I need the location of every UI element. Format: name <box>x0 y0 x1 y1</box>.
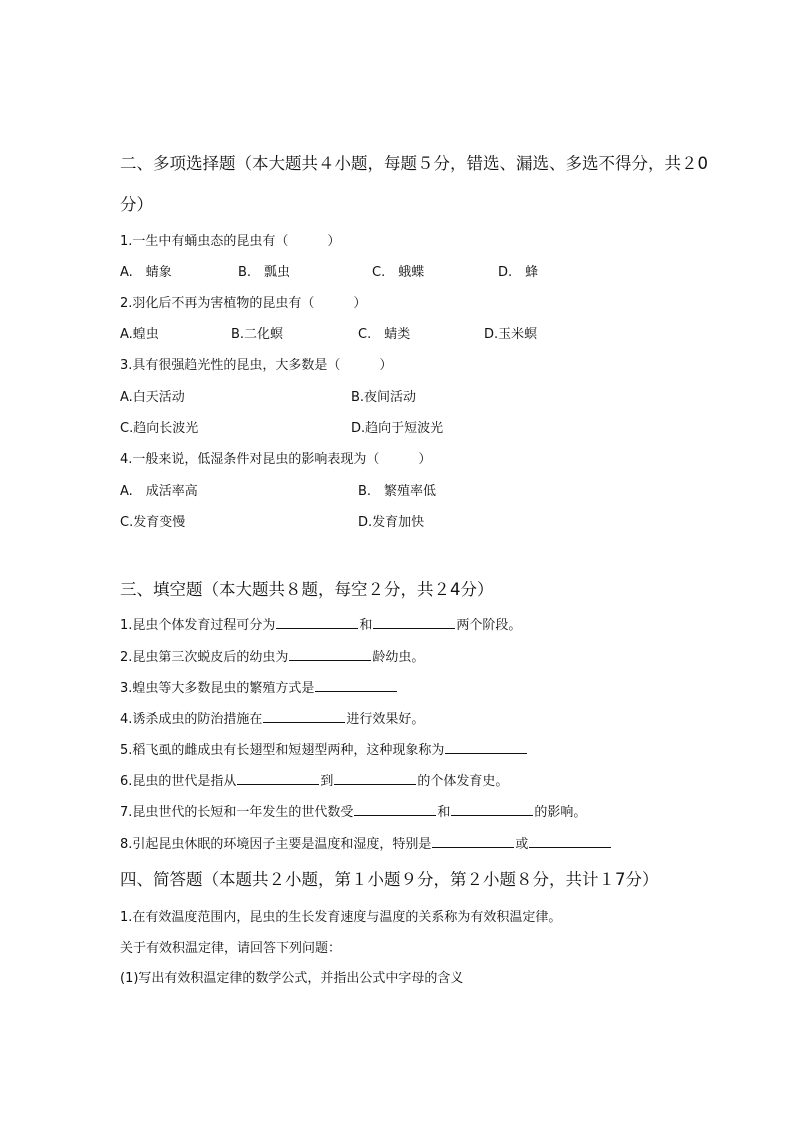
section3-title: 三、填空题（本大题共８题，每空２分，共２4分） <box>120 580 494 599</box>
question-3-option-c: C.趋向长波光 <box>120 421 199 436</box>
question-1-option-d: D. 蜂 <box>498 265 539 280</box>
fill-item-5 <box>120 739 528 758</box>
fill-item-6-text-c: 的个体发育史。 <box>417 774 509 789</box>
question-3-option-d: D.趋向于短波光 <box>351 421 444 436</box>
fill-item-7 <box>120 801 586 820</box>
fill-item-4 <box>120 708 424 727</box>
section4-title: 四、简答题（本题共２小题，第１小题９分，第２小题８分，共计１7分） <box>120 870 659 889</box>
question-1-option-b: B. 瓢虫 <box>238 265 291 280</box>
fill-item-1-text-b: 和 <box>359 618 373 633</box>
question-2-option-b: B.二化螟 <box>231 327 284 342</box>
fill-item-6-text-a: 6.昆虫的世代是指从 <box>120 774 237 789</box>
fill-item-3 <box>120 677 398 696</box>
question-3-stem: 3.具有很强趋光性的昆虫，大多数是（ ） <box>120 358 393 373</box>
fill-item-4-text-a: 4.诱杀成虫的防治措施在 <box>120 712 263 727</box>
fill-blank[interactable] <box>432 833 514 848</box>
fill-item-4-text-b: 进行效果好。 <box>346 712 425 727</box>
fill-blank[interactable] <box>354 801 436 816</box>
question-2-option-d: D.玉米螟 <box>484 327 538 342</box>
short-answer-line-2: 关于有效积温定律，请回答下列问题： <box>120 941 342 956</box>
fill-item-2-text-b: 龄幼虫。 <box>372 650 425 665</box>
fill-item-6-text-b: 到 <box>320 774 334 789</box>
fill-item-6 <box>120 770 508 789</box>
fill-item-1 <box>120 614 521 633</box>
question-2-option-c: C. 蜻类 <box>358 327 411 342</box>
fill-blank[interactable] <box>315 677 397 692</box>
fill-item-8-text-a: 8.引起昆虫休眠的环境因子主要是温度和湿度，特别是 <box>120 837 432 852</box>
section2-title-line1: 二、多项选择题（本大题共４小题，每题５分，错选、漏选、多选不得分，共２0 <box>120 154 708 173</box>
fill-item-7-text-c: 的影响。 <box>534 805 587 820</box>
fill-item-7-text-b: 和 <box>437 805 451 820</box>
fill-blank[interactable] <box>529 833 611 848</box>
question-3-option-b: B.夜间活动 <box>351 390 417 405</box>
question-4-option-a: A. 成活率高 <box>120 484 198 499</box>
question-1-stem: 1.一生中有蛹虫态的昆虫有（ ） <box>120 234 341 249</box>
fill-item-8-text-b: 或 <box>515 837 529 852</box>
fill-item-1-text-c: 两个阶段。 <box>456 618 522 633</box>
fill-blank[interactable] <box>334 770 416 785</box>
question-4-option-d: D.发育加快 <box>358 515 425 530</box>
question-1-option-a: A. 蜻象 <box>120 265 172 280</box>
short-answer-line-3: (1)写出有效积温定律的数学公式，并指出公式中字母的含义 <box>120 971 464 986</box>
fill-item-1-text-a: 1.昆虫个体发育过程可分为 <box>120 618 276 633</box>
fill-blank[interactable] <box>445 739 527 754</box>
short-answer-line-1: 1.在有效温度范围内，昆虫的生长发育速度与温度的关系称为有效积温定律。 <box>120 910 562 925</box>
fill-item-3-text-a: 3.蝗虫等大多数昆虫的繁殖方式是 <box>120 681 315 696</box>
fill-item-7-text-a: 7.昆虫世代的长短和一年发生的世代数受 <box>120 805 354 820</box>
question-3-option-a: A.白天活动 <box>120 390 185 405</box>
fill-blank[interactable] <box>263 708 345 723</box>
fill-blank[interactable] <box>237 770 319 785</box>
fill-blank[interactable] <box>289 646 371 661</box>
fill-item-5-text-a: 5.稻飞虱的雌成虫有长翅型和短翅型两种，这种现象称为 <box>120 743 445 758</box>
question-4-stem: 4.一般来说，低湿条件对昆虫的影响表现为（ ） <box>120 452 432 467</box>
fill-blank[interactable] <box>276 614 358 629</box>
question-1-option-c: C. 蛾蝶 <box>372 265 425 280</box>
fill-item-8 <box>120 833 612 852</box>
question-2-option-a: A.蝗虫 <box>120 327 159 342</box>
question-2-stem: 2.羽化后不再为害植物的昆虫有（ ） <box>120 296 367 311</box>
fill-item-2-text-a: 2.昆虫第三次蜕皮后的幼虫为 <box>120 650 289 665</box>
section2-title-line2: 分） <box>120 195 153 214</box>
question-4-option-b: B. 繁殖率低 <box>358 484 437 499</box>
fill-item-2 <box>120 646 424 665</box>
fill-blank[interactable] <box>373 614 455 629</box>
fill-blank[interactable] <box>451 801 533 816</box>
question-4-option-c: C.发育变慢 <box>120 515 186 530</box>
